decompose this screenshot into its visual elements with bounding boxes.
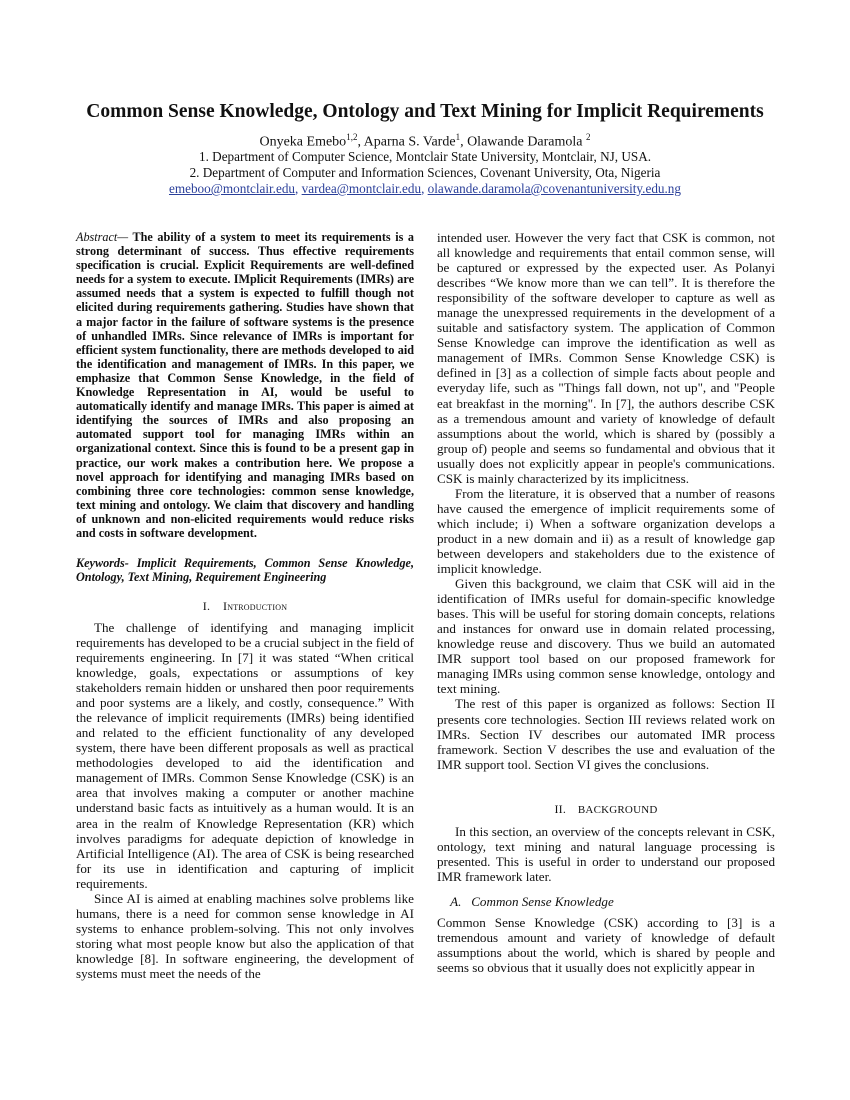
keywords-label: Keywords- [76, 556, 129, 571]
paragraph: The rest of this paper is organized as follows: Section II presents core technologies. Section III reviews related work on IMRs. Section IV describes our automated IMR process framework. Section V describes the use and evaluation of the IMR support tool. Section VI gives the conclusions. [437, 696, 775, 772]
paper-title: Common Sense Knowledge, Ontology and Text Mining for Implicit Requirements [86, 101, 764, 122]
author-line: Onyeka Emebo$^{1,2}$, Aparna S. Varde$^1$, Olawande Daramola $^2$ [259, 132, 591, 150]
author-affiliation-mark: 2 [586, 132, 591, 142]
section-heading-background [437, 802, 775, 818]
abstract [76, 230, 414, 540]
subsection-title: Common Sense Knowledge [471, 893, 614, 909]
email-line: emeboo@montclair.edu, vardea@montclair.edu, olawande.daramola@covenantuniversity.edu.ng [168, 181, 681, 196]
paragraph: From the literature, it is observed that a number of reasons have caused the emergence of implicit requirements some of which include; i) When a software organization develops a product in a new domain and ii) as a result of knowledge gap between developers and stakeholders due to the existence of implicit knowledge. [437, 485, 775, 577]
paragraph: Common Sense Knowledge (CSK) according to [3] is a tremendous amount and variety of knowledge of default assumptions about the world, which is shared by people and seems so obvious that it usually does not explicitly appear in [437, 914, 775, 976]
email-link[interactable]: emeboo@montclair.edu [168, 181, 296, 196]
affiliation-2: 2. Department of Computer and Information Sciences, Covenant University, Ota, Nigeria [189, 165, 661, 180]
section-number: II. [554, 801, 567, 816]
section-heading-introduction [76, 599, 414, 614]
paragraph: In this section, an overview of the concepts relevant in CSK, ontology, text mining and natural language processing is presented. This is useful in order to understand our proposed IMR framework later. [437, 823, 775, 884]
author-name: Onyeka Emebo [259, 134, 347, 150]
abstract-text: The ability of a system to meet its requirements is a strong determinant of success. Thus effective requirements specification is crucial. Explicit Requirements are well-defined needs for a system to execute. IMplicit Requirements (IMRs) are assumed needs that a system is expected to fulfill though not elicited during requirements gathering. Studies have shown that a major factor in the failure of software systems is the presence of unhandled IMRs. Since relevance of IMRs is important for efficient system functionality, there are methods developed to aid the identification and management of IMRs. In this paper, we emphasize that Common Sense Knowledge, in the field of Knowledge Representation in AI, would be useful to automatically identify and manage IMRs. This paper is aimed at identifying the sources of IMRs and also proposing an automated support tool for managing IMRs within an organizational context. Since this is found to be a present gap in practice, our work makes a contribution here. We propose a novel approach for identifying and managing IMRs based on combining three core technologies: common sense knowledge, text mining and ontology. We claim that discovery and handling of unknown and non-elicited requirements would reduce risks and costs in software development. [76, 230, 414, 540]
paragraph: Since AI is aimed at enabling machines solve problems like humans, there is a need for common sense knowledge in AI systems to enhance problem-solving. This not only involves storing what most people know but also the application of that knowledge [8]. In software engineering, the development of systems must meet the needs of the [76, 890, 414, 981]
email-link[interactable]: olawande.daramola@covenantuniversity.edu.ng [427, 181, 681, 196]
right-column [437, 230, 775, 975]
author-name: Aparna S. Varde [363, 134, 456, 150]
author-affiliation-mark: 1 [455, 132, 461, 142]
section-number: I. [202, 598, 211, 613]
author-name: Olawande Daramola [467, 134, 583, 150]
keywords-text: Implicit Requirements, Common Sense Knowledge, Ontology, Text Mining, Requirement Engineering [76, 556, 414, 585]
section-title: Introduction [223, 598, 288, 613]
abstract-label: Abstract— [76, 230, 129, 244]
left-column [76, 230, 414, 981]
paragraph: Given this background, we claim that CSK will aid in the identification of IMRs useful for domain-specific knowledge bases. This will be useful for storing domain concepts, relations and instances for onward use in domain related processing, knowledge reuse and discovery. Thus we build an automated IMR support tool based on our proposed framework for managing IMRs using common sense knowledge, ontology and text mining. [437, 576, 775, 697]
keywords [76, 556, 414, 585]
author-affiliation-mark: 1,2 [346, 132, 358, 142]
paragraph: The challenge of identifying and managing implicit requirements has developed to be a crucial subject in the field of requirements engineering. In [7] it was stated “When critical knowledge, goals, expectations or assumptions of key stakeholders remain hidden or unshared then poor requirements and poor systems are a likely, and costly, consequence.” With the relevance of implicit requirements (IMRs) being identified and related to the efficient functionality of any developed system, there have been different proposals as well as practical methodologies developed to aid the identification and management of IMRs. Common Sense Knowledge (CSK) is an area that involves making a computer or another machine understand basic facts as intuitively as a human would. It is an area in the realm of Knowledge Representation (KR) which involves paradigms for adequate depiction of knowledge in Artificial Intelligence (AI). The area of CSK is being researched for its use in identification and capturing of implicit requirements. [76, 619, 414, 891]
subsection-heading [437, 894, 775, 909]
email-link[interactable]: vardea@montclair.edu [301, 181, 422, 196]
subsection-label: A. [450, 893, 462, 909]
spacer [437, 772, 775, 788]
paragraph: intended user. However the very fact that CSK is common, not all knowledge and requirements that entail common sense, will be captured or expressed by the expected user. As Polanyi describes “We know more than we can tell”. It is therefore the responsibility of the software developer to capture as well as manage the unexpressed requirements in the development of a suitable and satisfactory system. The application of Common Sense Knowledge can improve the identification as well as management of IMRs. Common Sense Knowledge CSK) is defined in [3] as a collection of simple facts about people and everyday life, such as "Things fall down, not up", and "People eat breakfast in the morning". In [7], the authors describe CSK as a tremendous amount and variety of knowledge of default assumptions about the world, which is shared by (possibly a group of) people and seems so fundamental and obvious that it usually does not explicitly appear in people's communications. CSK is mainly characterized by its implicitness. [437, 230, 775, 486]
section-title: BACKGROUND [577, 803, 658, 816]
affiliation-1: 1. Department of Computer Science, Montclair State University, Montclair, NJ, USA. [198, 149, 652, 164]
